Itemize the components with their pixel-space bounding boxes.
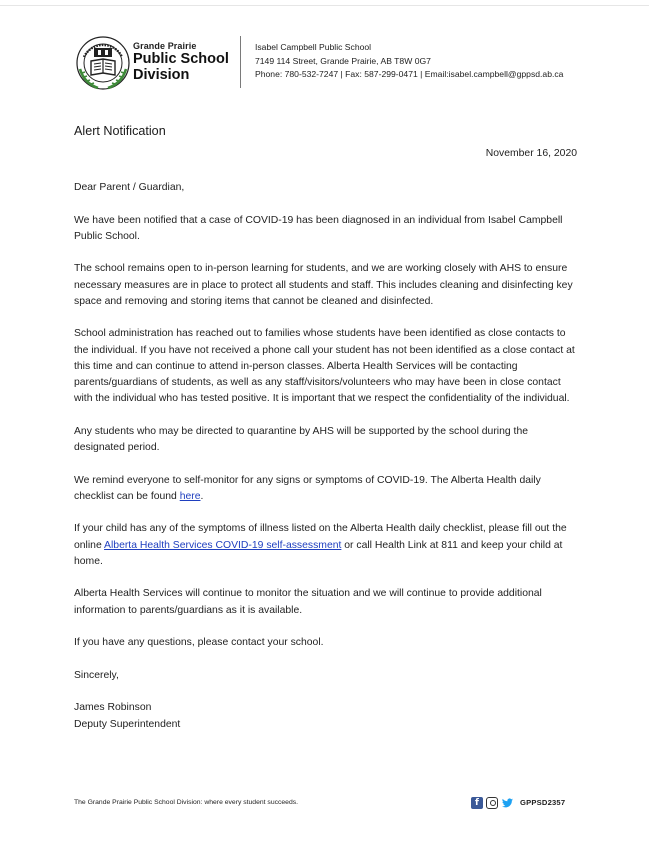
daily-checklist-link[interactable]: here xyxy=(179,490,201,502)
school-name: Isabel Campbell Public School xyxy=(255,42,372,52)
paragraph-self-monitor xyxy=(74,473,580,505)
twitter-icon[interactable] xyxy=(501,797,514,809)
closing: Sincerely, xyxy=(74,669,119,681)
symptoms-text: If your child has any of the symptoms of illness listed on the Alberta Health daily checklist, please fill out the online xyxy=(74,523,567,551)
self-monitor-text: We remind everyone to self-monitor for any signs or symptoms of COVID-19. The Alberta Health daily checklist can be found xyxy=(74,474,541,502)
school-contact: Phone: 780-532-7247 | Fax: 587-299-0471 | Email:isabel.campbell@gppsd.ab.ca xyxy=(255,69,564,80)
paragraph-school-open: The school remains open to in-person learning for students, and we are working closely with AHS to ensure necessary measures are in place to protect all students and staff. This includes cleaning and disinfecting key space and removing and storing items that cannot be cleaned and disinfected. xyxy=(74,263,573,307)
instagram-icon[interactable] xyxy=(486,797,498,809)
paragraph-quarantine: Any students who may be directed to quarantine by AHS will be supported by the school during the designated period. xyxy=(74,425,528,453)
footer-tagline: The Grande Prairie Public School Division: where every student succeeds. xyxy=(74,799,299,806)
school-info xyxy=(255,41,563,82)
logo-line-3: Division xyxy=(133,67,190,83)
paragraph-symptoms xyxy=(74,521,580,570)
school-address: 7149 114 Street, Grande Prairie, AB T8W 0G7 xyxy=(255,55,431,66)
paragraph-case-notice: We have been notified that a case of COVID-19 has been diagnosed in an individual from Isabel Campbell Public School. xyxy=(74,214,563,242)
paragraph-close-contacts: School administration has reached out to families whose students have been identified as close contacts to the individual. If you have not received a phone call your student has not been identified as a close contact at this time and can continue to attend in-person classes. Alberta Health Services will be contacting parents/guardians of students, as well as any staff/visitors/volunteers who may have been in close contact with the individual who has tested positive. It is important that we respect the confidentiality of the individual. xyxy=(74,328,575,405)
letter-date: November 16, 2020 xyxy=(485,148,577,159)
facebook-icon[interactable]: f xyxy=(471,797,483,809)
top-border xyxy=(0,5,649,6)
logo-line-2: Public School xyxy=(133,51,229,67)
symptoms-text-end: or call Health Link at 811 and keep your child at home. xyxy=(74,539,563,567)
logo-line-1: Grande Prairie xyxy=(133,41,197,51)
self-monitor-end: . xyxy=(200,490,204,502)
salutation: Dear Parent / Guardian, xyxy=(74,182,185,193)
paragraph-questions: If you have any questions, please contact your school. xyxy=(74,637,324,649)
social-handle: GPPSD2357 xyxy=(520,798,566,807)
signer-title: Deputy Superintendent xyxy=(74,718,181,730)
letter-body xyxy=(74,180,580,733)
signer-name: James Robinson xyxy=(74,702,152,714)
footer-social xyxy=(471,795,565,810)
self-assessment-link[interactable]: Alberta Health Services COVID-19 self-assessment xyxy=(104,539,342,551)
division-logo-text xyxy=(133,42,229,83)
division-seal-logo xyxy=(74,35,132,91)
letterhead-divider xyxy=(240,36,241,88)
page-title: Alert Notification xyxy=(74,124,166,138)
paragraph-monitoring: Alberta Health Services will continue to monitor the situation and we will continue to provide additional information to parents/guardians as it is available. xyxy=(74,588,542,616)
